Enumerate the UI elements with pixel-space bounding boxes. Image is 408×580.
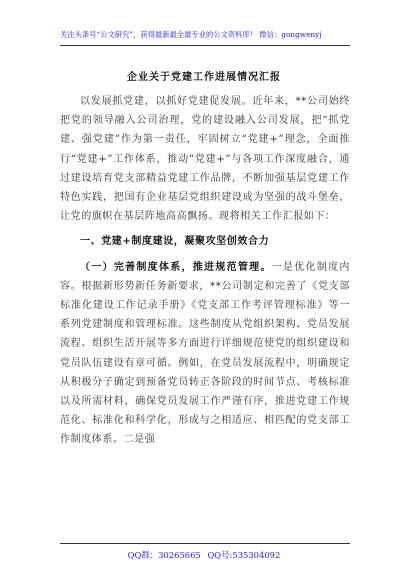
- subsection-heading-1: （一）完善制度体系，推进规范管理。: [80, 261, 272, 273]
- header-divider: [60, 45, 350, 46]
- intro-paragraph: 以发展抓党建，以抓好党建促发展。近年来，**公司始终把党的领导融入公司治理，党的建设融入公司发展，把“抓党建、强党建”作为第一责任，牢固树立“党建+”理念，全面推行“党建+”工作体系，推动“党建+”与各项工作深度融合，通过建设培育党支部精益党建工作品牌，不断加强基层党建工作特色实践，把国有企业基层党组织建设成为坚强的战斗堡垒，让党的旗帜在基层阵地高高飘扬。现将相关工作汇报如下：: [60, 96, 350, 223]
- header-banner: [60, 30, 350, 40]
- footer-qq-number: QQ号:535304092: [207, 550, 281, 560]
- header-banner-text: 关注头条号“公文研究”，获得最新最全最专业的公文资料库！: [60, 30, 258, 39]
- section-heading-1: 一、党建+制度建设，凝聚攻坚创效合力: [80, 236, 270, 248]
- document-body: [60, 92, 350, 450]
- document-title: 企业关于党建工作进展情况汇报: [127, 72, 281, 83]
- footer-divider: [60, 543, 350, 544]
- subsection-body-1: 一是优化制度内容。根据新形势新任务新要求，**公司制定和完善了《党支部标准化建设工作记录手册》《党支部工作考评管理标准》等一系列党建制度和管理标准。这些制度从党组织架构、党员发展流程、组织生活开展等多方面进行详细规范使党的组织建设和党员队伍建设有章可循。例如，在党员发展流程中，明确规定从积极分子确定到预备党员转正各阶段的时间节点、考核标准以及所需材料，确保党员发展工作严谨有序，推进党建工作规范化、标准化和科学化，形成与之相适应、相匹配的党支部工作制度体系。二是强: [60, 261, 351, 446]
- footer: [0, 549, 408, 561]
- subsection-paragraph-1: [60, 258, 350, 450]
- footer-qq-group: QQ群：30265665: [127, 550, 201, 560]
- header-wechat: 微信：gongwenyj: [259, 30, 322, 39]
